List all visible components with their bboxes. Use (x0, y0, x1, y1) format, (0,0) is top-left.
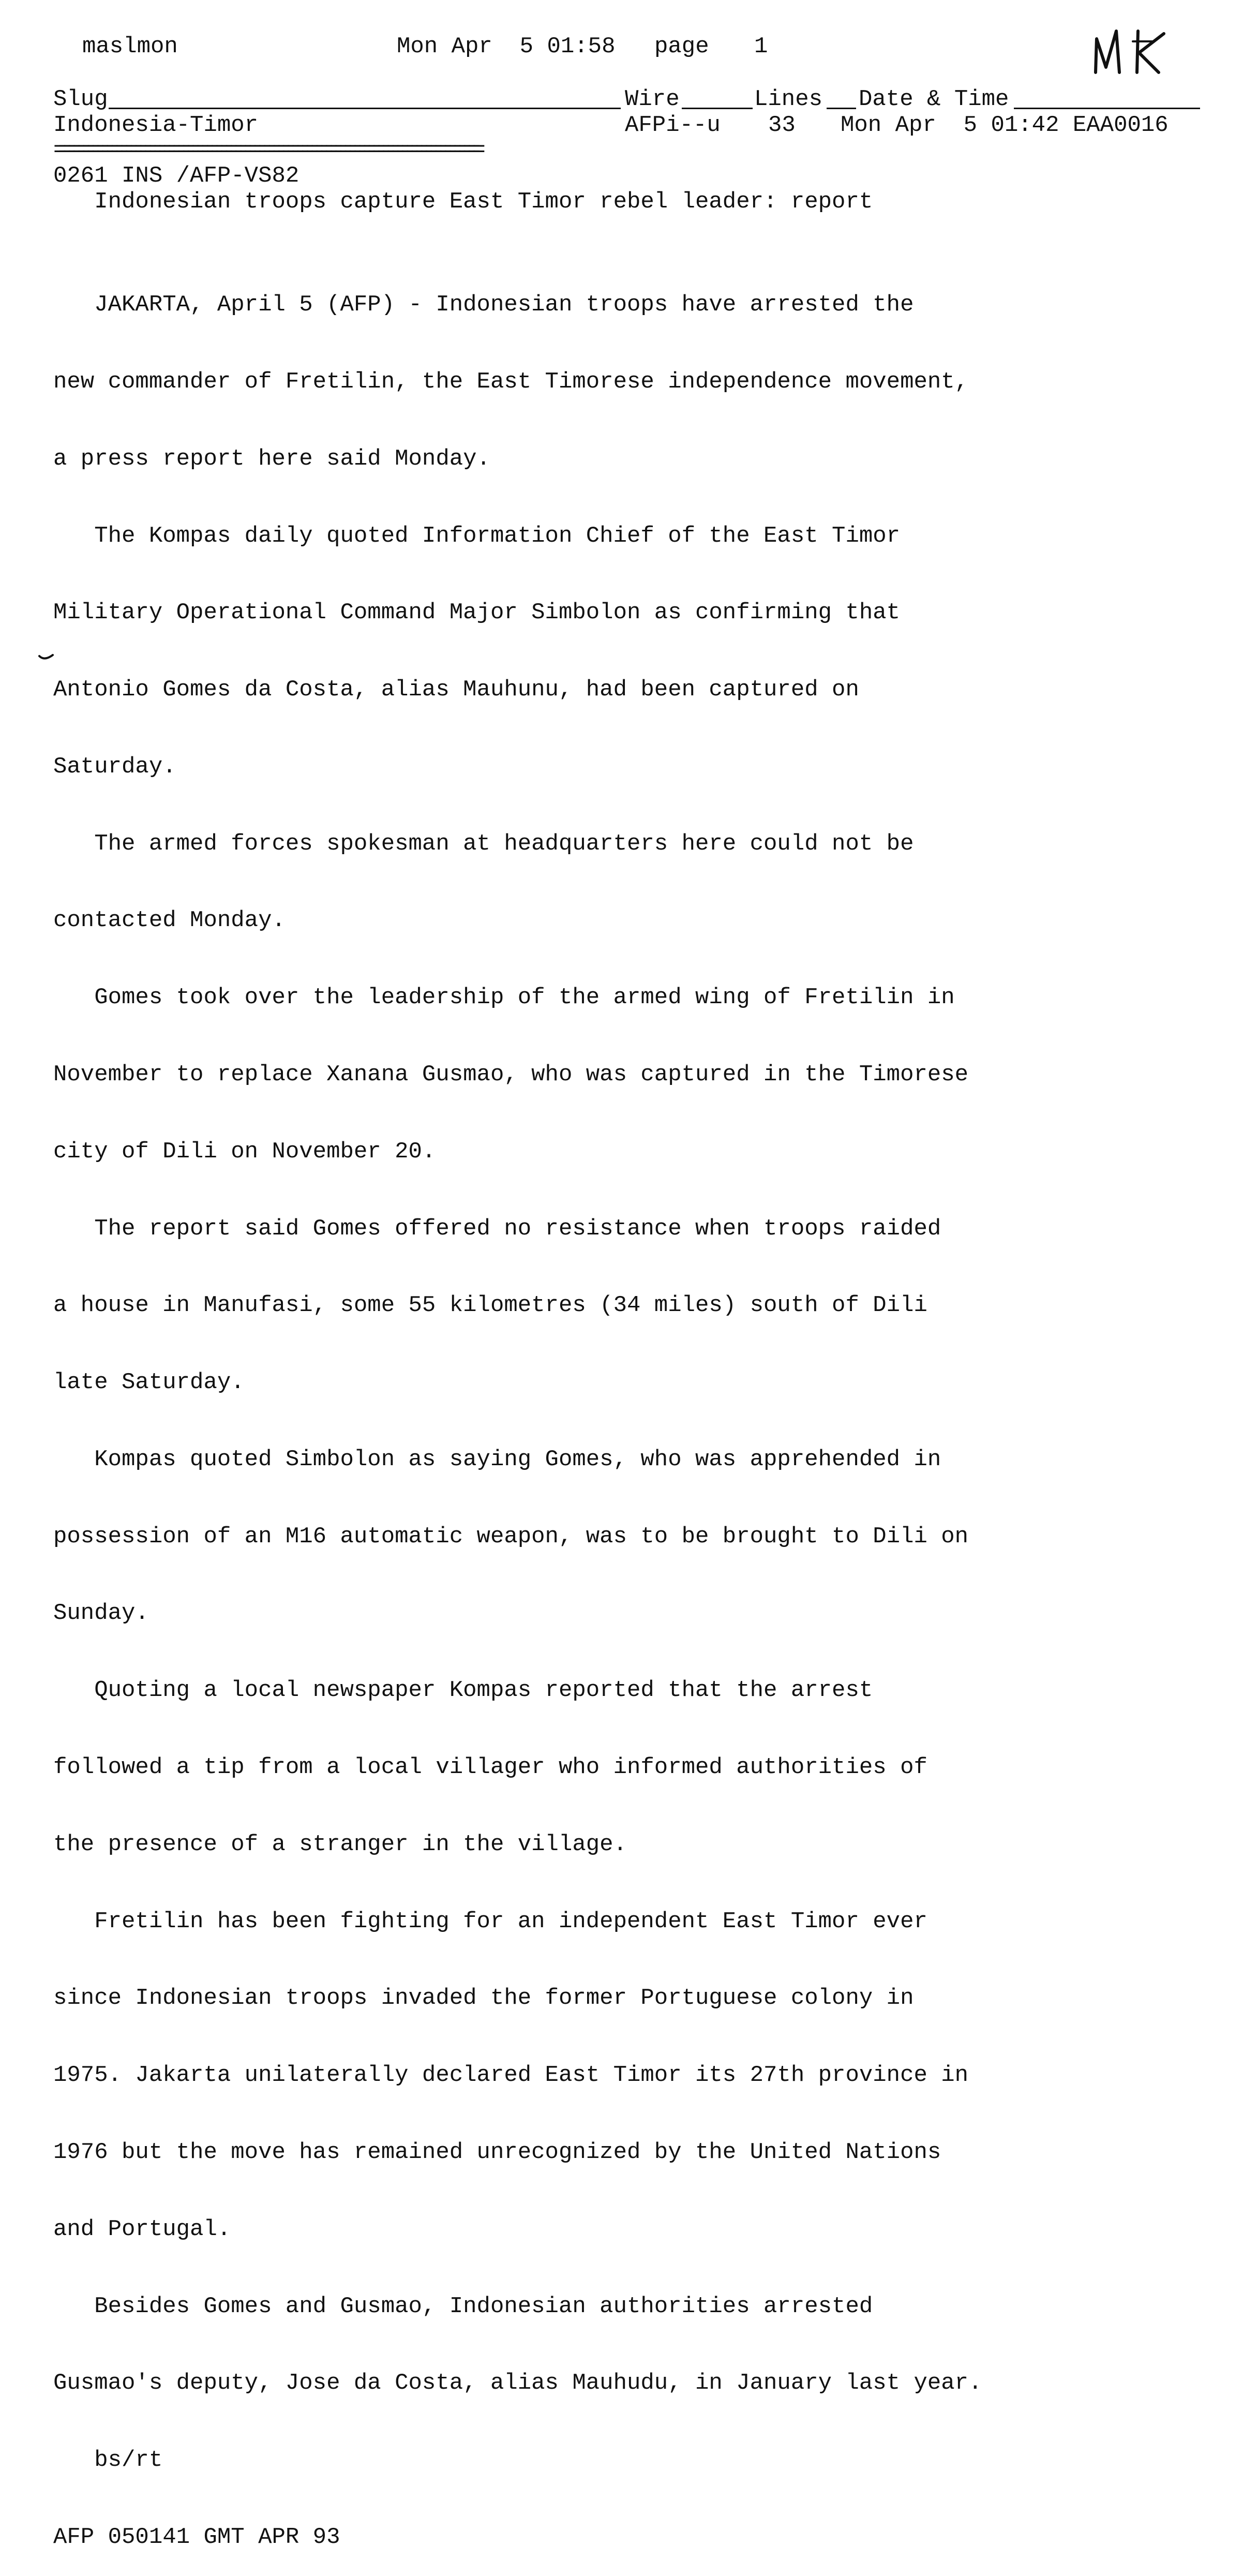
paragraph-line: Military Operational Command Major Simbolon as confirming that (53, 600, 901, 626)
paragraph-line: 1976 but the move has remained unrecognized by the United Nations (53, 2139, 941, 2165)
paragraph-line: Antonio Gomes da Costa, alias Mauhunu, had been captured on (53, 677, 859, 703)
footer-dateline: AFP 050141 GMT APR 93 (53, 2524, 340, 2550)
paragraph-line: contacted Monday. (53, 907, 286, 934)
paragraph-line: Fretilin has been fighting for an independent East Timor ever (53, 1908, 927, 1934)
date-time-label: Date & Time (859, 86, 1009, 112)
pen-mark-icon (37, 653, 58, 663)
paragraph-line: late Saturday. (53, 1369, 245, 1396)
paragraph-line: followed a tip from a local villager who informed authorities of (53, 1754, 927, 1781)
paragraph-line: city of Dili on November 20. (53, 1138, 436, 1165)
paragraph-line: The report said Gomes offered no resistance when troops raided (53, 1215, 941, 1242)
handwritten-initials-mark (1081, 21, 1174, 83)
paragraph-line: and Portugal. (53, 2216, 231, 2242)
paragraph-line: a house in Manufasi, some 55 kilometres (34 miles) south of Dili (53, 1292, 927, 1319)
slug-value: Indonesia-Timor (53, 112, 259, 138)
paragraph-line: The armed forces spokesman at headquarters here could not be (53, 830, 914, 857)
paragraph-line: Gusmao's deputy, Jose da Costa, alias Mauhudu, in January last year. (53, 2370, 982, 2396)
terminal-user: maslmon (82, 34, 178, 59)
page-label: page (654, 34, 709, 59)
separator-rule: ========================================================================================= (53, 137, 477, 162)
print-datetime: Mon Apr 5 01:58 (397, 34, 616, 59)
paragraph-line: November to replace Xanana Gusmao, who was captured in the Timorese (53, 1062, 969, 1088)
paragraph-line: possession of an M16 automatic weapon, was to be brought to Dili on (53, 1523, 969, 1550)
wire-value: AFPi--u (625, 112, 721, 138)
paragraph-line: JAKARTA, April 5 (AFP) - Indonesian troops have arrested the (53, 292, 914, 318)
signoff: bs/rt (53, 2447, 163, 2474)
story-code: 0261 INS /AFP-VS82 (53, 163, 299, 189)
paragraph-line: Sunday. (53, 1600, 149, 1627)
paragraph-line: a press report here said Monday. (53, 445, 490, 472)
paragraph-line: new commander of Fretilin, the East Timorese independence movement, (53, 368, 969, 395)
lines-value: 33 (768, 112, 796, 138)
paragraph-line: Gomes took over the leadership of the armed wing of Fretilin in (53, 985, 955, 1011)
paragraph-line: 1975. Jakarta unilaterally declared East Timor its 27th province in (53, 2062, 969, 2089)
date-time-value: Mon Apr 5 01:42 EAA0016 (841, 112, 1169, 138)
paragraph-line: Quoting a local newspaper Kompas reported that the arrest (53, 1677, 873, 1704)
paragraph-line: the presence of a stranger in the village. (53, 1831, 627, 1857)
slug-label: Slug (53, 86, 108, 112)
paragraph-line: since Indonesian troops invaded the former Portuguese colony in (53, 1985, 914, 2012)
body-text (53, 241, 982, 2576)
date-time-blank-line (1014, 108, 1200, 109)
headline: Indonesian troops capture East Timor rebel leader: report (53, 189, 873, 215)
paragraph-line: The Kompas daily quoted Information Chief of the East Timor (53, 523, 901, 549)
paragraph-line: Kompas quoted Simbolon as saying Gomes, who was apprehended in (53, 1446, 941, 1472)
page-number: 1 (754, 34, 768, 59)
wire-blank-line (682, 108, 753, 109)
lines-blank-line (827, 108, 856, 109)
paragraph-line: Besides Gomes and Gusmao, Indonesian authorities arrested (53, 2293, 873, 2319)
paragraph-line: Saturday. (53, 753, 176, 780)
slug-blank-line (109, 108, 621, 109)
lines-label: Lines (754, 86, 823, 112)
wire-label: Wire (625, 86, 680, 112)
